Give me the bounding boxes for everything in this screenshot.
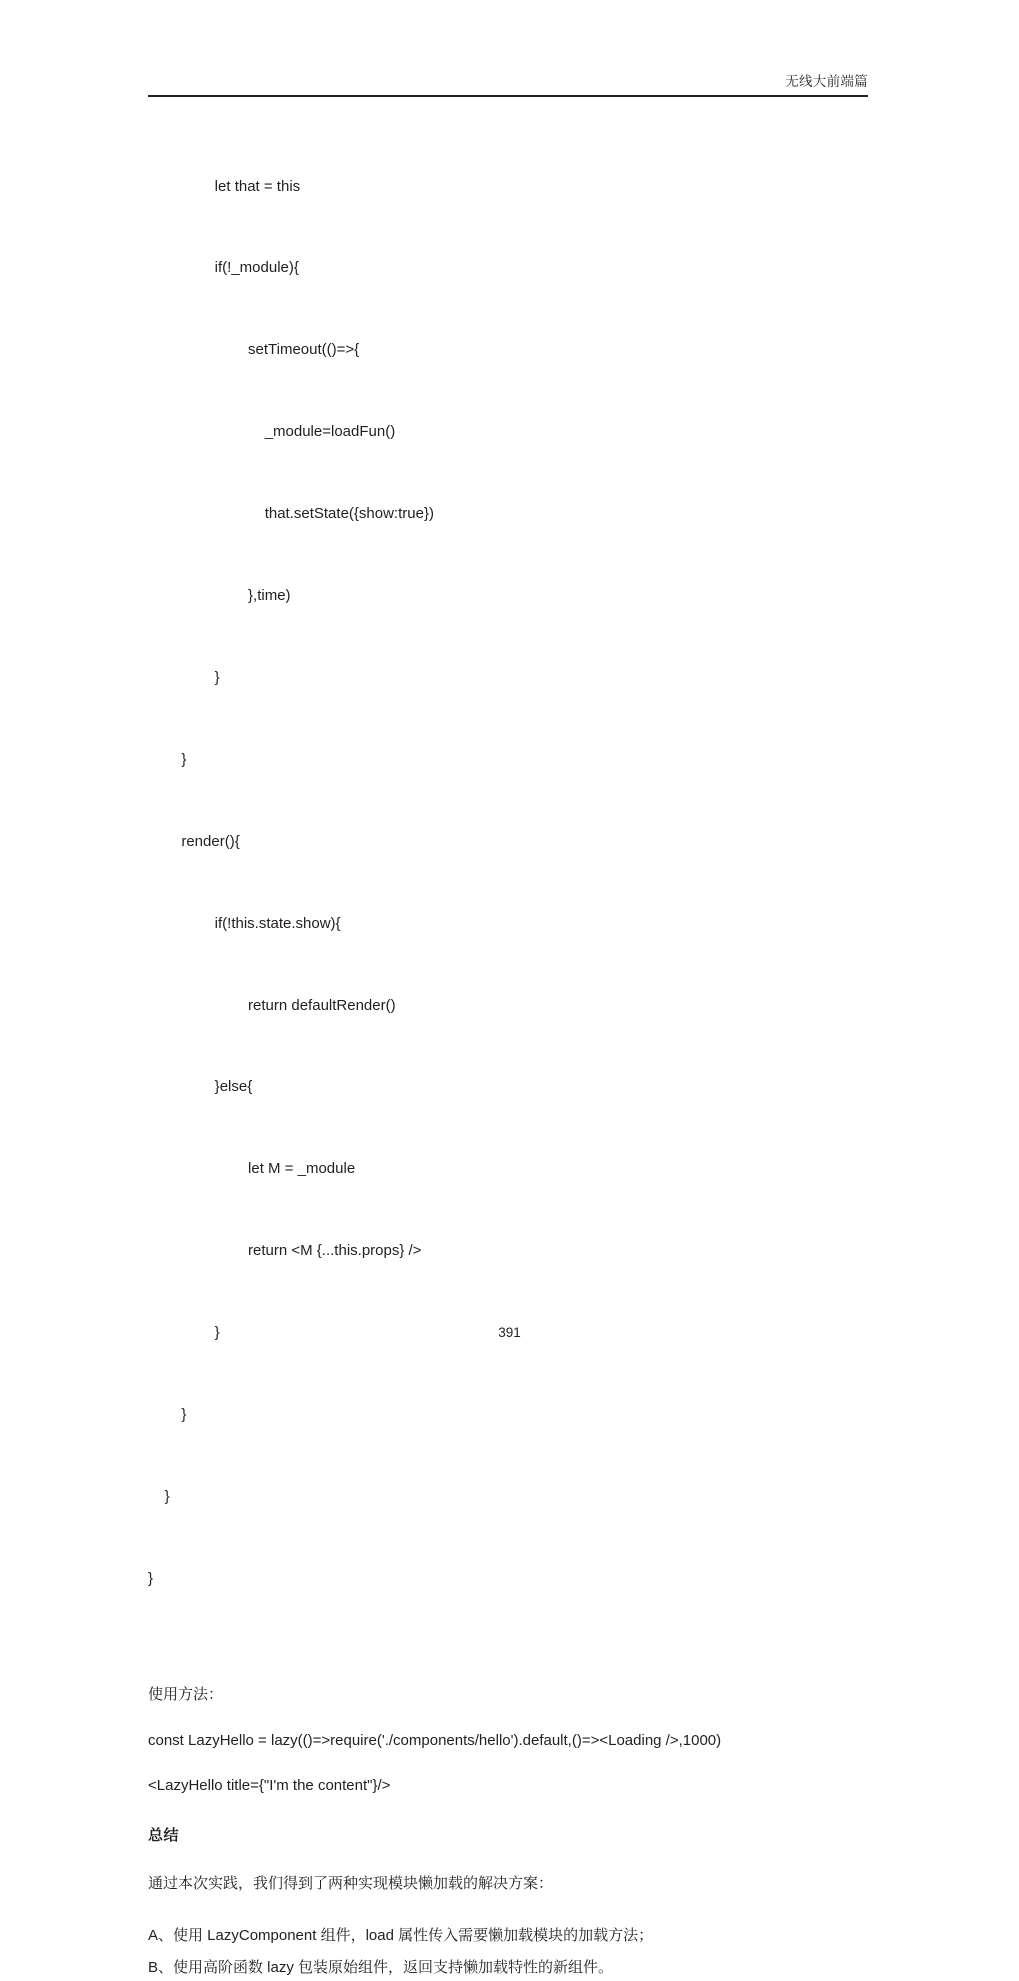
- summary-item-b: B、使用高阶函数 lazy 包装原始组件，返回支持懒加载特性的新组件。: [148, 1958, 614, 1976]
- code-line: }: [148, 750, 187, 768]
- code-block: [148, 118, 888, 1647]
- code-line: }: [148, 1324, 220, 1342]
- summary-item-a: A、使用 LazyComponent 组件，load 属性传入需要懒加载模块的加载方法；: [148, 1926, 654, 1944]
- summary-heading: 总结: [148, 1826, 180, 1844]
- code-line: let that = this: [148, 177, 301, 195]
- summary-intro: 通过本次实践，我们得到了两种实现模块懒加载的解决方案：: [148, 1874, 554, 1892]
- usage-label: 使用方法：: [148, 1685, 224, 1703]
- page-number: 391: [498, 1325, 521, 1340]
- code-line: }: [148, 1569, 154, 1587]
- running-head: 无线大前端篇: [785, 74, 868, 89]
- code-line: _module=loadFun(): [148, 423, 396, 441]
- code-line: }else{: [148, 1078, 253, 1096]
- usage-code-line-2: <LazyHello title={"I'm the content"}/>: [148, 1776, 391, 1794]
- code-line: }: [148, 1405, 187, 1423]
- usage-code-line-1: const LazyHello = lazy(()=>require('./components/hello').default,()=><Loading />,1000): [148, 1731, 722, 1749]
- code-line: if(!this.state.show){: [148, 914, 341, 932]
- code-line: render(){: [148, 832, 240, 850]
- code-line: },time): [148, 587, 291, 605]
- code-line: if(!_module){: [148, 259, 299, 277]
- code-line: }: [148, 668, 220, 686]
- code-line: }: [148, 1487, 170, 1505]
- page-content: [148, 118, 888, 1981]
- code-line: return defaultRender(): [148, 996, 396, 1014]
- header-divider: [148, 95, 868, 97]
- code-line: let M = _module: [148, 1160, 356, 1178]
- code-line: that.setState({show:true}): [148, 505, 434, 523]
- code-line: return <M {...this.props} />: [148, 1242, 422, 1260]
- code-line: setTimeout(()=>{: [148, 341, 360, 359]
